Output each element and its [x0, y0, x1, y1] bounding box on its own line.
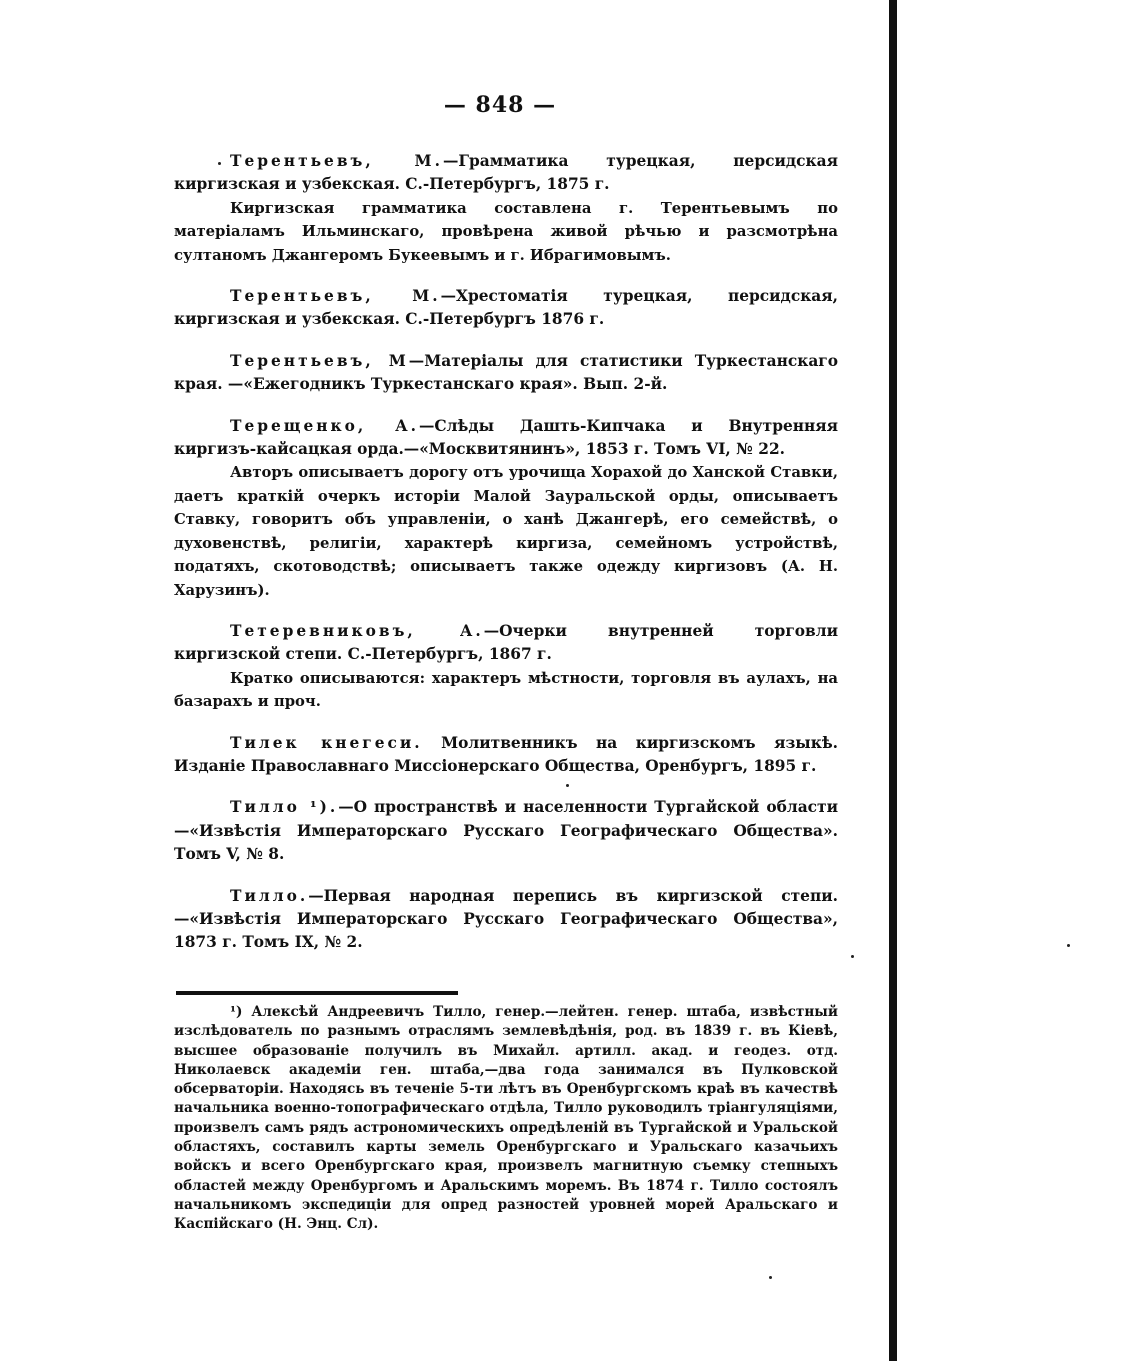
entry-citation — [174, 350, 838, 397]
bibliography-entry — [174, 620, 838, 714]
entry-title: —Очерки внутренней торговли киргизской степи. С.-Петербургъ, 1867 г. — [174, 621, 838, 664]
page-number: — 848 — — [443, 92, 557, 118]
entry-author: Терентьевъ, М. — [230, 152, 443, 170]
page-binding-edge — [889, 0, 897, 1361]
bibliography-entry — [174, 150, 838, 267]
entry-author: Терещенко, А. — [230, 416, 419, 435]
bibliography-entry — [174, 415, 838, 602]
scan-speck — [851, 955, 854, 958]
bibliography-entry — [174, 350, 838, 397]
bibliography-entry — [174, 885, 838, 955]
entry-title: —Грамматика турецкая, персидская киргизская и узбекская. С.-Петербургъ, 1875 г. — [174, 152, 838, 194]
entry-author: Терентьевъ, М — [230, 351, 409, 370]
footnote-separator — [176, 991, 458, 995]
entry-title: —Слѣды Дашть-Кипчака и Внутренняя киргизъ-кайсацкая орда.—«Москвитянинъ», 1853 г. Томъ VI, № 22. — [174, 416, 839, 459]
bibliography-entry — [174, 796, 838, 866]
entry-annotation: Кратко описываются: характеръ мѣстности, торговля въ аулахъ, на базарахъ и проч. — [174, 669, 838, 711]
bibliography-entry — [174, 732, 838, 779]
scan-speck — [566, 784, 569, 787]
entry-author: Тилло ¹). — [230, 798, 339, 817]
entry-author: Терентьевъ, М. — [230, 287, 441, 306]
entry-author: Тилло. — [230, 886, 309, 905]
entry-annotation: Киргизская грамматика составлена г. Терентьевымъ по матеріаламъ Ильминскаго, провѣрена живой рѣчью и разсмотрѣна султаномъ Джангеромъ Букеевымъ и г. Ибрагимовымъ. — [174, 199, 838, 264]
scan-speck — [769, 1276, 772, 1279]
entry-citation — [174, 285, 838, 332]
scan-speck — [218, 162, 221, 165]
entry-author: Тилек кнегеси. — [230, 733, 423, 752]
scan-speck — [1067, 944, 1070, 947]
entry-title: —Хрестоматія турецкая, персидская, киргизская и узбекская. С.-Петербургъ 1876 г. — [174, 287, 839, 329]
entry-citation — [174, 415, 838, 462]
entry-citation — [174, 732, 838, 779]
entry-citation — [174, 885, 838, 955]
entry-title: —О пространствѣ и населенности Тургайской области—«Извѣстія Императорскаго Русскаго Географическаго Общества». Томъ V, № 8. — [174, 798, 838, 864]
entry-annotation: Авторъ описываетъ дорогу отъ урочища Хорахой до Ханской Ставки, даетъ краткій очеркъ исторіи Малой Зауральской орды, описываетъ Ставку, говоритъ объ управленіи, о ханѣ Джангерѣ, его семействѣ, о духовенствѣ, религіи, характерѣ киргиза, семейномъ устройствѣ, податяхъ, скотоводствѣ; описываетъ также одежду киргизовъ (А. Н. Харузинъ). — [174, 464, 838, 599]
entry-author: Тетеревниковъ, А. — [230, 621, 484, 640]
entry-title: Молитвенникъ на киргизскомъ языкѣ. Изданіе Православнаго Миссіонерскаго Общества, Оренбургъ, 1895 г. — [174, 733, 838, 775]
bibliography-column — [174, 150, 838, 973]
entry-citation — [174, 796, 838, 866]
entry-citation — [174, 620, 838, 667]
entry-title: —Первая народная перепись въ киргизской степи.—«Извѣстія Императорскаго Русскаго Географическаго Общества», 1873 г. Томъ IX, № 2. — [174, 886, 838, 952]
bibliography-entry — [174, 285, 838, 332]
entry-title: —Матеріалы для статистики Туркестанскаго края. —«Ежегодникъ Туркестанскаго края». Вып. 2-й. — [174, 351, 838, 394]
entry-citation — [174, 150, 838, 197]
footnote: ¹) Алексѣй Андреевичъ Тилло, генер.—лейтен. генер. штаба, извѣстный изслѣдователь по разнымъ отраслямъ землевѣдѣнія, род. въ 1839 г. въ Кіевѣ, высшее образованіе получилъ въ Михайл. артилл. акад. и геодез. отд. Николаевск академіи ген. штаба,—два года занимался въ Пулковской обсерваторіи. Находясь въ теченіе 5-ти лѣтъ въ Оренбургскомъ краѣ въ качествѣ начальника военно-топографическаго отдѣла, Тилло руководилъ тріангуляціями, произвелъ самъ рядъ астрономическихъ опредѣленій въ Тургайской и Уральской областяхъ, составилъ карты земель Оренбургскаго и Уральскаго казачьихъ войскъ и всего Оренбургскаго края, произвелъ магнитную съемку степныхъ областей между Оренбургомъ и Аральскимъ моремъ. Въ 1874 г. Тилло состоялъ начальникомъ экспедиціи для опред разностей уровней морей Аральскаго и Каспійскаго (Н. Энц. Сл). — [174, 1004, 838, 1233]
